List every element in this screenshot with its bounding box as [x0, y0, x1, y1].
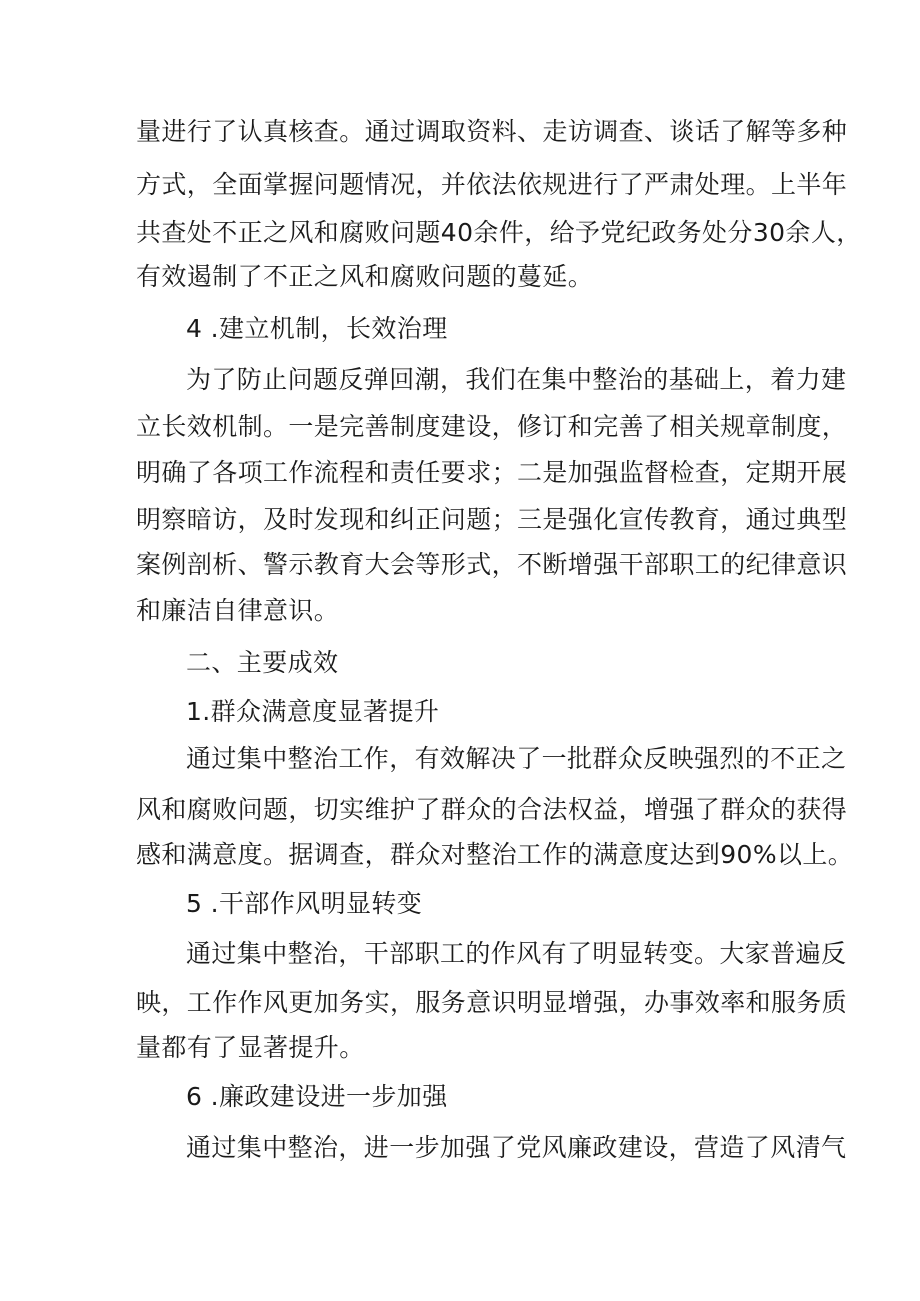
paragraph-line: 风和腐败问题，切实维护了群众的合法权益，增强了群众的获得 [136, 795, 848, 824]
paragraph-line: 量都有了显著提升。 [136, 1033, 365, 1062]
paragraph-line: 方式，全面掌握问题情况，并依法依规进行了严肃处理。上半年 [136, 170, 848, 199]
paragraph-line: 明确了各项工作流程和责任要求；二是加强监督检查，定期开展 [136, 458, 848, 487]
paragraph-line: 共查处不正之风和腐败问题40余件，给予党纪政务处分30余人， [136, 218, 862, 247]
paragraph-line: 通过集中整治，进一步加强了党风廉政建设，营造了风清气 [186, 1133, 847, 1162]
paragraph-line: 和廉洁自律意识。 [136, 596, 340, 625]
section-heading-main: 二、主要成效 [186, 648, 339, 677]
paragraph-line: 量进行了认真核查。通过调取资料、走访调查、谈话了解等多种 [136, 117, 848, 146]
section-heading-4: 4 .建立机制，长效治理 [186, 314, 448, 343]
paragraph-line: 案例剖析、警示教育大会等形式，不断增强干部职工的纪律意识 [136, 550, 848, 579]
section-heading-5: 5 .干部作风明显转变 [186, 889, 423, 918]
paragraph-line: 通过集中整治工作，有效解决了一批群众反映强烈的不正之 [186, 744, 847, 773]
paragraph-line: 为了防止问题反弹回潮，我们在集中整治的基础上，着力建 [186, 365, 847, 394]
paragraph-line: 明察暗访，及时发现和纠正问题；三是强化宣传教育，通过典型 [136, 505, 848, 534]
section-heading-1: 1.群众满意度显著提升 [186, 697, 440, 726]
paragraph-line: 立长效机制。一是完善制度建设，修订和完善了相关规章制度， [136, 412, 848, 441]
paragraph-line: 通过集中整治，干部职工的作风有了明显转变。大家普遍反 [186, 939, 847, 968]
section-heading-6: 6 .廉政建设进一步加强 [186, 1082, 448, 1111]
paragraph-line: 感和满意度。据调查，群众对整治工作的满意度达到90%以上。 [136, 840, 854, 869]
paragraph-line: 有效遏制了不正之风和腐败问题的蔓延。 [136, 262, 594, 291]
paragraph-line: 映，工作作风更加务实，服务意识明显增强，办事效率和服务质 [136, 988, 848, 1017]
